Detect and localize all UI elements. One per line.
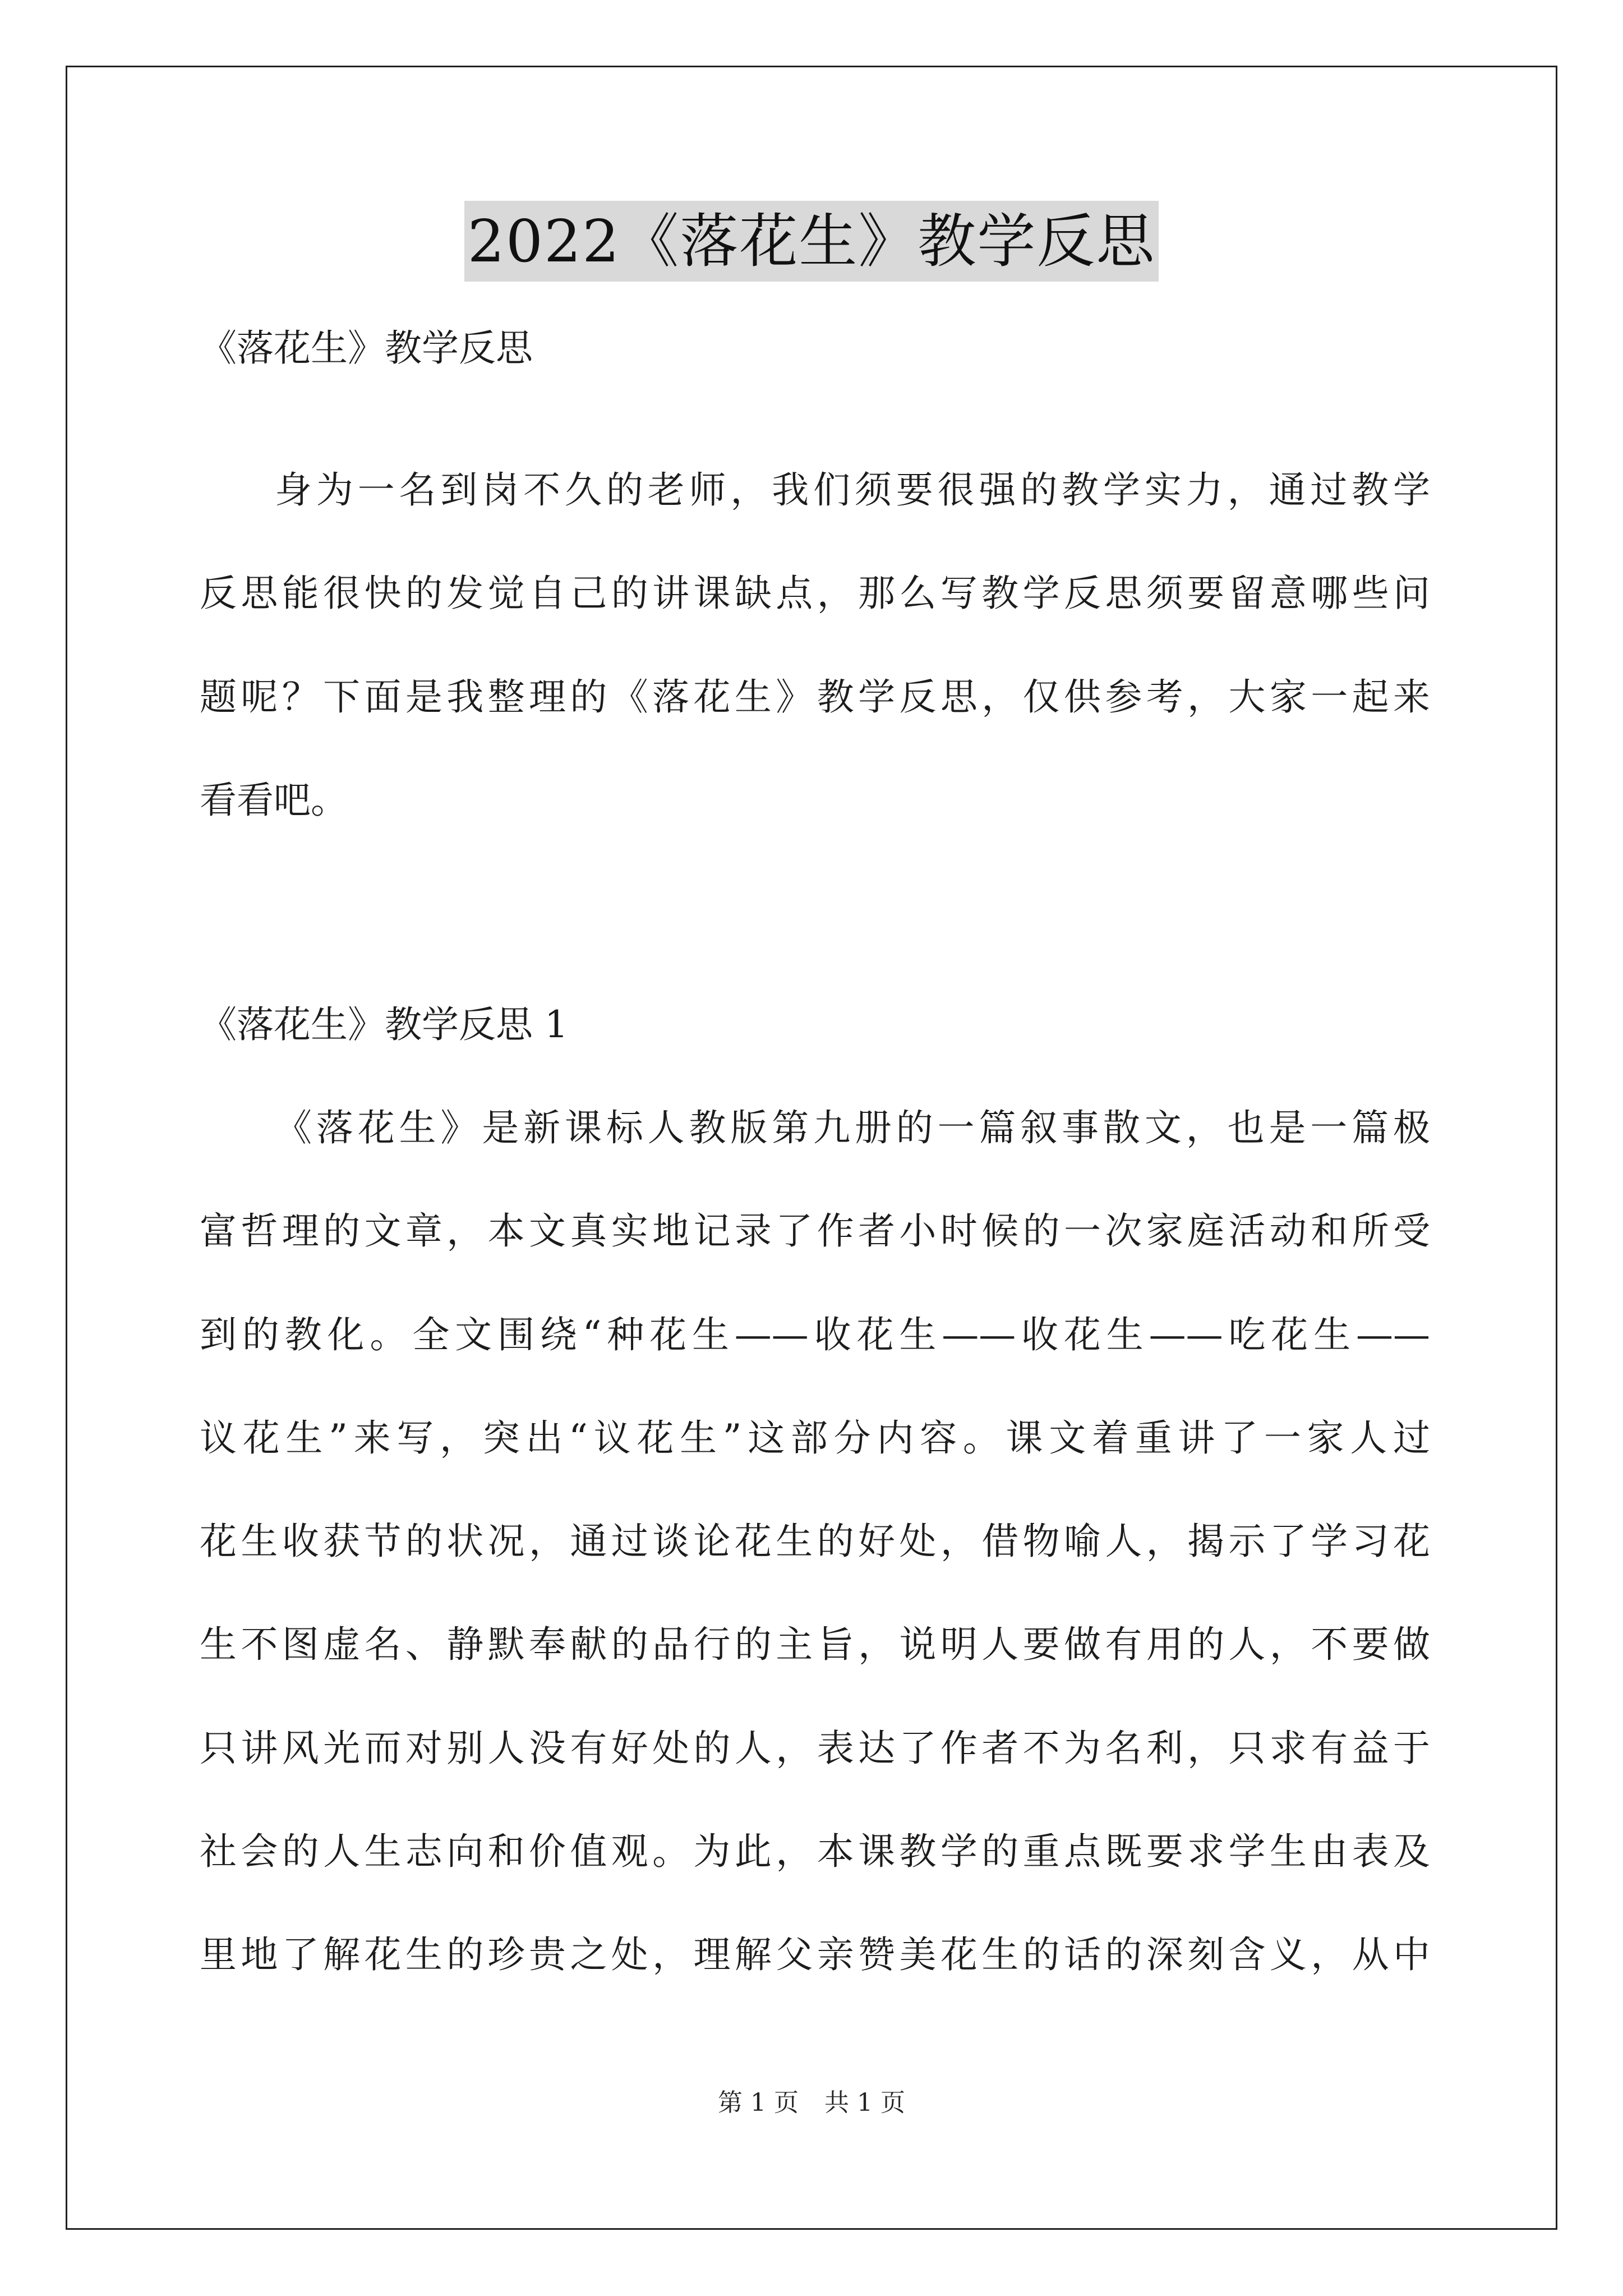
paragraph-line: 社会的人生志向和价值观。为此，本课教学的重点既要求学生由表及	[200, 1830, 1430, 1873]
page-footer	[0, 2086, 1623, 2120]
paragraph-line: 看看吧。	[200, 779, 348, 822]
paragraph-line: 只讲风光而对别人没有好处的人，表达了作者不为名利，只求有益于	[200, 1727, 1430, 1770]
paragraph-line: 议花生”来写，突出“议花生”这部分内容。课文着重讲了一家人过	[200, 1416, 1430, 1460]
page-number: 第 1 页	[718, 2088, 799, 2117]
document-title: 2022《落花生》教学反思	[464, 201, 1159, 282]
paragraph-line: 身为一名到岗不久的老师，我们须要很强的教学实力，通过教学	[275, 468, 1430, 512]
title-container	[0, 201, 1623, 282]
paragraph-line: 富哲理的文章，本文真实地记录了作者小时候的一次家庭活动和所受	[200, 1209, 1430, 1253]
paragraph-line: 题呢？下面是我整理的《落花生》教学反思，仅供参考，大家一起来	[200, 675, 1430, 719]
paragraph-line: 反思能很快的发觉自己的讲课缺点，那么写教学反思须要留意哪些问	[200, 572, 1430, 615]
paragraph-line: 生不图虚名、静默奉献的品行的主旨，说明人要做有用的人，不要做	[200, 1623, 1430, 1666]
section-heading-1: 《落花生》教学反思 1	[200, 1003, 568, 1046]
paragraph-line: 里地了解花生的珍贵之处，理解父亲赞美花生的话的深刻含义，从中	[200, 1933, 1430, 1976]
page-total: 共 1 页	[824, 2088, 905, 2117]
paragraph-line: 《落花生》是新课标人教版第九册的一篇叙事散文，也是一篇极	[275, 1106, 1430, 1149]
paragraph-line: 到的教化。全文围绕“种花生——收花生——收花生——吃花生——	[200, 1313, 1430, 1356]
paragraph-line: 花生收获节的状况，通过谈论花生的好处，借物喻人，揭示了学习花	[200, 1520, 1430, 1563]
intro-heading: 《落花生》教学反思	[200, 326, 533, 370]
